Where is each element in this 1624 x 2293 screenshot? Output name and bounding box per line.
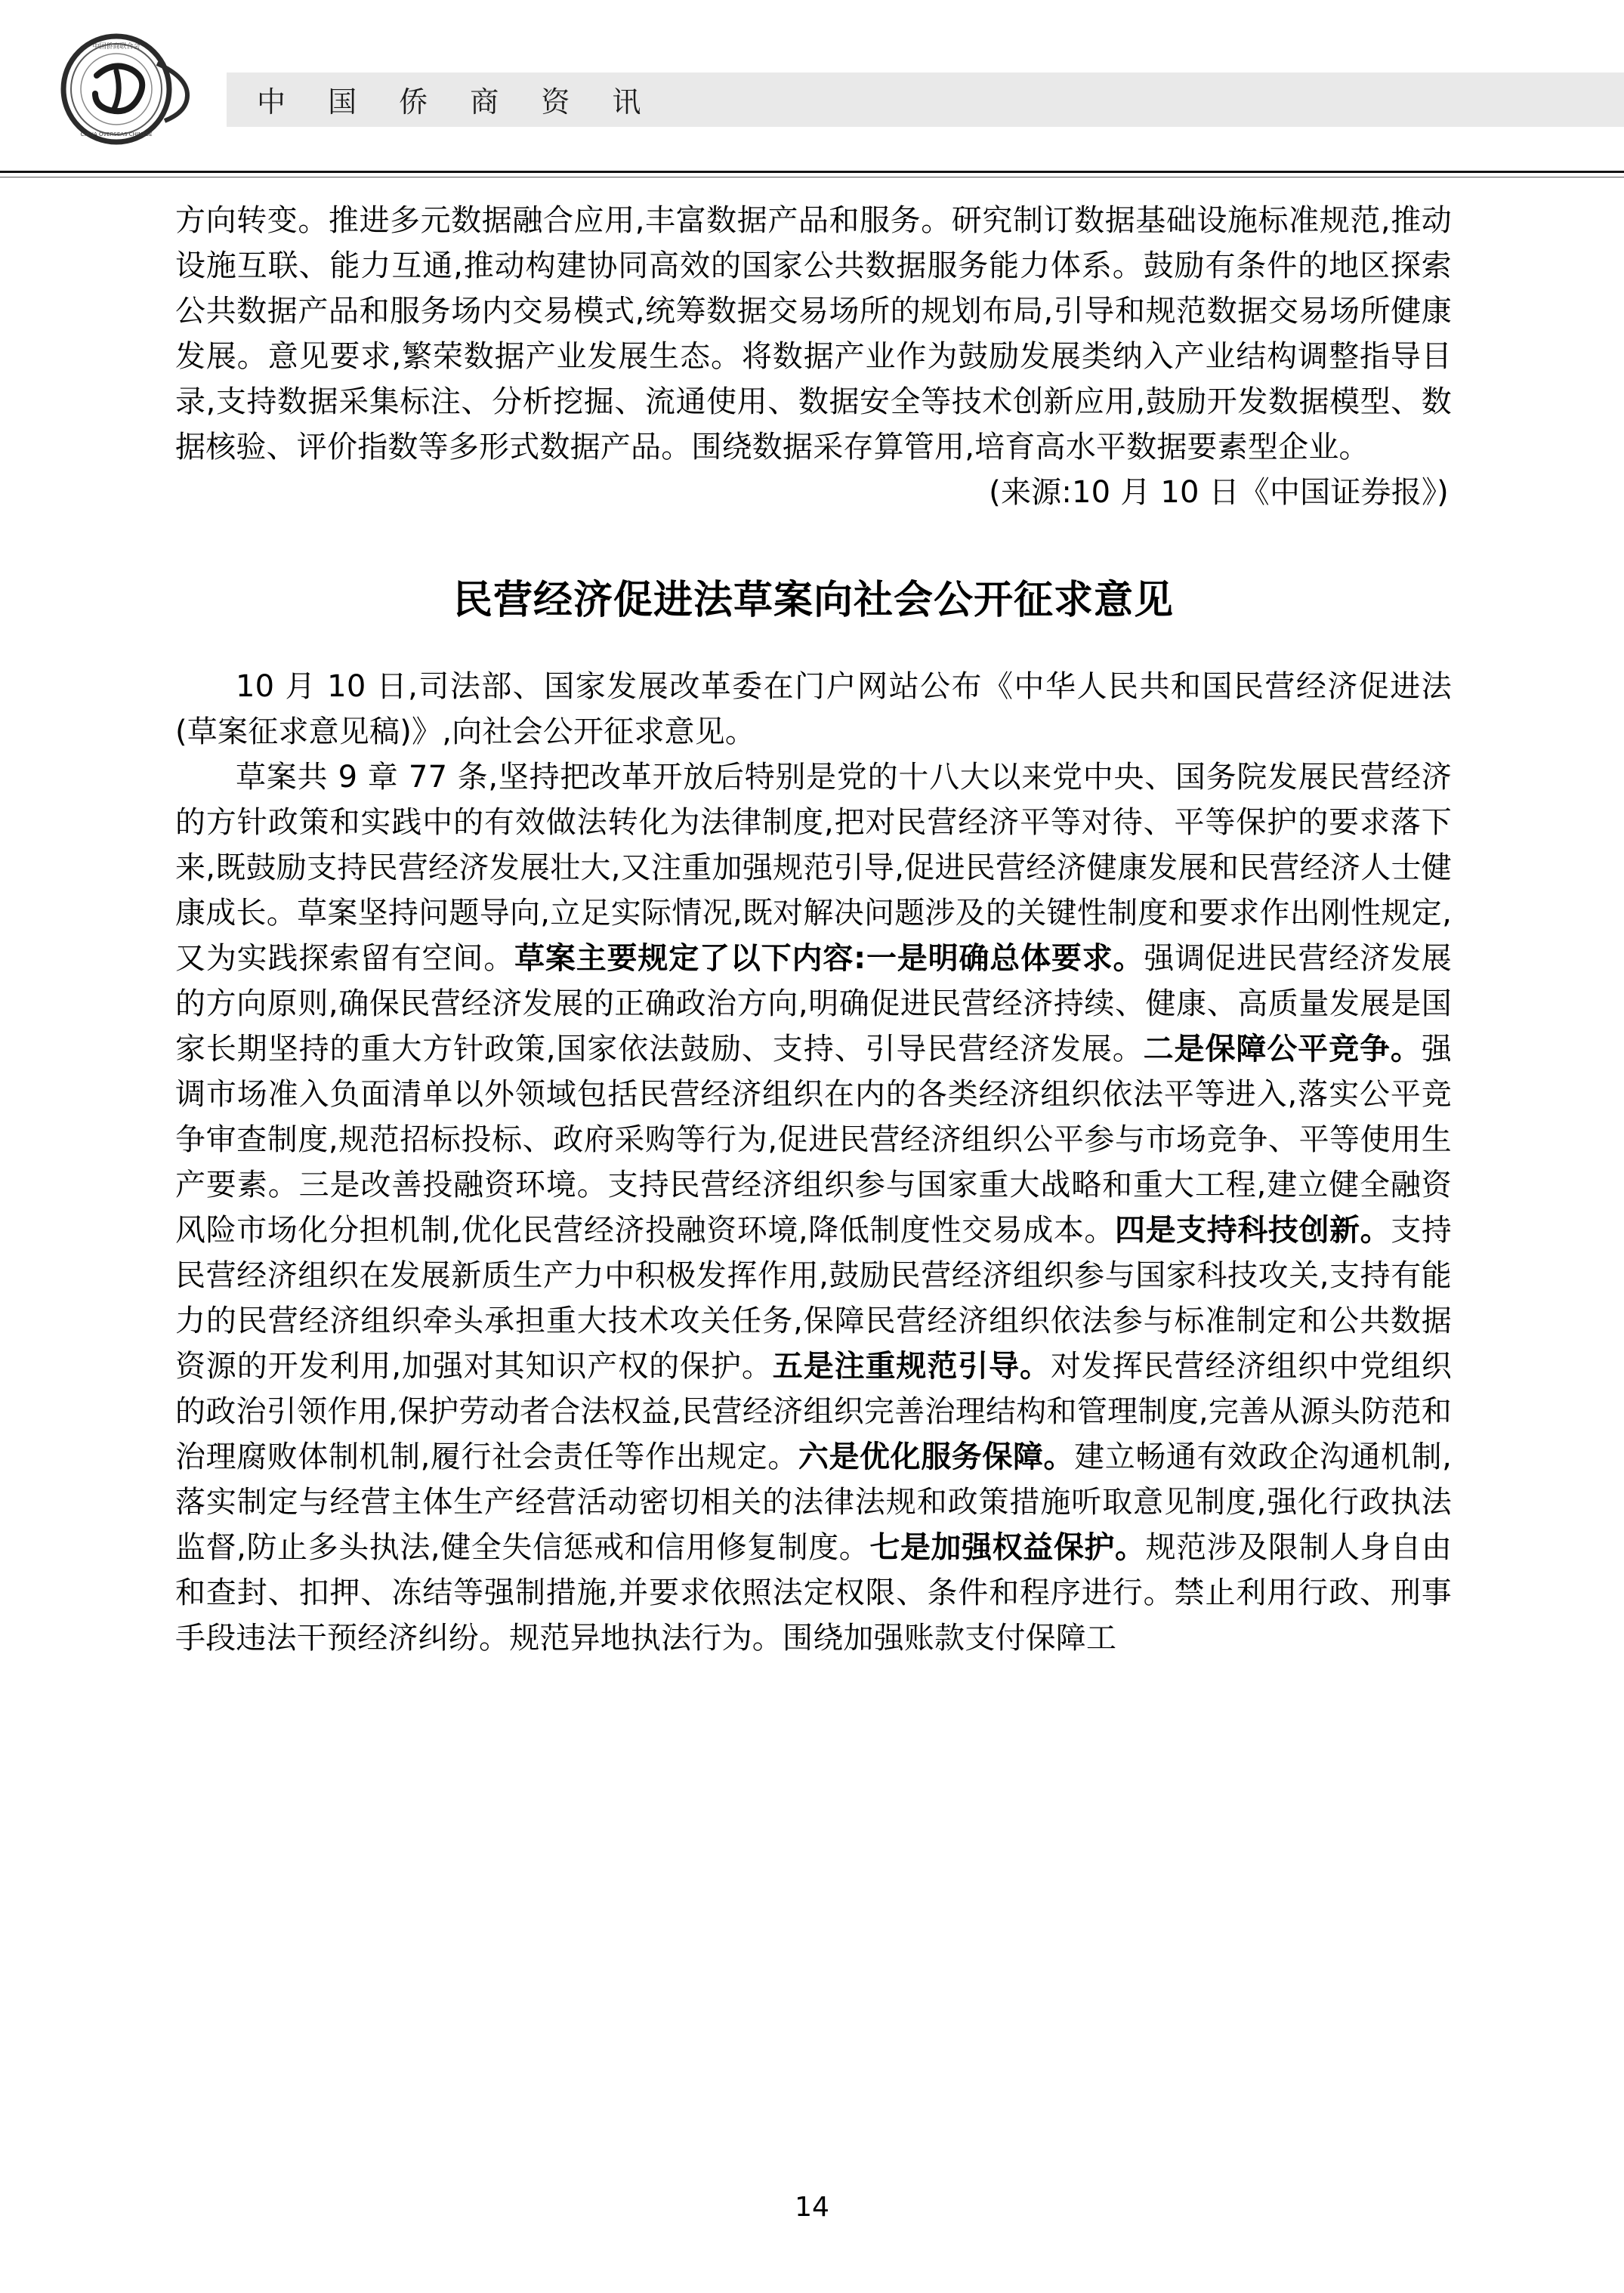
para2-bold-6: 七是加强权益保护。 [869,1530,1146,1565]
svg-text:CHINA OVERSEAS CHINESE: CHINA OVERSEAS CHINESE [80,131,153,137]
para2-segment-5: 对发挥民营经济组织中党组织的政治引领作用,保护劳动者合法权益,民营经济组织完善治理结构和管理制度,完善从源头防范和治理腐败体制机制,履行社会责任等作出规定。 [175,1349,1452,1474]
para2-bold-1: 草案主要规定了以下内容:一是明确总体要求。 [514,941,1144,976]
page-header [0,0,1624,175]
header-divider [0,171,1624,173]
document-content [175,198,1452,1661]
article-title: 民营经济促进法草案向社会公开征求意见 [452,578,1174,623]
svg-text:中国侨商联合会: 中国侨商联合会 [92,43,140,51]
para2-segment-4: 支持民营经济组织在发展新质生产力中积极发挥作用,鼓励民营经济组织参与国家科技攻关,支持有能力的民营经济组织牵头承担重大技术攻关任务,保障民营经济组织依法参与标准制定和公共数据资源的开发利用,加强对其知识产权的保护。 [175,1213,1452,1384]
continued-paragraph: 方向转变。推进多元数据融合应用,丰富数据产品和服务。研究制订数据基础设施标准规范,推动设施互联、能力互通,推动构建协同高效的国家公共数据服务能力体系。鼓励有条件的地区探索公共数据产品和服务场内交易模式,统筹数据交易场所的规划布局,引导和规范数据交易场所健康发展。意见要求,繁荣数据产业发展生态。将数据产业作为鼓励发展类纳入产业结构调整指导目录,支持数据采集标注、分析挖掘、流通使用、数据安全等技术创新应用,鼓励开发数据模型、数据核验、评价指数等多形式数据产品。围绕数据采存算管用,培育高水平数据要素型企业。 [175,203,1452,464]
para2-segment-1: 草案共 9 章 77 条,坚持把改革开放后特别是党的十八大以来党中央、国务院发展民营经济的方针政策和实践中的有效做法转化为法律制度,把对民营经济平等对待、平等保护的要求落下来,既鼓励支持民营经济发展壮大,又注重加强规范引导,促进民营经济健康发展和民营经济人士健康成长。草案坚持问题导向,立足实际情况,既对解决问题涉及的关键性制度和要求作出刚性规定,又为实践探索留有空间。 [175,760,1452,976]
para2-bold-5: 六是优化服务保障。 [798,1440,1075,1474]
para2-bold-4: 五是注重规范引导。 [772,1349,1051,1384]
para2-segment-2: 强调促进民营经济发展的方向原则,确保民营经济发展的正确政治方向,明确促进民营经济持续、健康、高质量发展是国家长期坚持的重大方针政策,国家依法鼓励、支持、引导民营经济发展。 [175,941,1453,1066]
para2-bold-2: 二是保障公平竞争。 [1143,1032,1422,1066]
page-number: 14 [795,2192,829,2223]
para2-segment-7: 规范涉及限制人身自由和查封、扣押、冻结等强制措施,并要求依照法定权限、条件和程序进行。禁止利用行政、刑事手段违法干预经济纠纷。规范异地执法行为。围绕加强账款支付保障工 [175,1530,1452,1656]
para2-segment-3: 强调市场准入负面清单以外领域包括民营经济组织在内的各类经济组织依法平等进入,落实公平竞争审查制度,规范招标投标、政府采购等行为,促进民营经济组织公平参与市场竞争、平等使用生产要素。三是改善投融资环境。支持民营经济组织参与国家重大战略和重大工程,建立健全融资风险市场化分担机制,优化民营经济投融资环境,降低制度性交易成本。 [175,1032,1452,1248]
para2-bold-3: 四是支持科技创新。 [1114,1213,1391,1248]
source-attribution: (来源:10 月 10 日《中国证券报》) [989,475,1449,510]
publication-title: 中 国 侨 商 资 讯 [257,85,658,119]
para2-segment-6: 建立畅通有效政企沟通机制,落实制定与经营主体生产经营活动密切相关的法律法规和政策措施听取意见制度,强化行政执法监督,防止多头执法,健全失信惩戒和信用修复制度。 [175,1440,1452,1565]
publication-logo-icon [44,29,202,157]
article-paragraph-2 [175,755,1452,1661]
article-paragraph-1: 10 月 10 日,司法部、国家发展改革委在门户网站公布《中华人民共和国民营经济促进法(草案征求意见稿)》,向社会公开征求意见。 [175,669,1452,749]
